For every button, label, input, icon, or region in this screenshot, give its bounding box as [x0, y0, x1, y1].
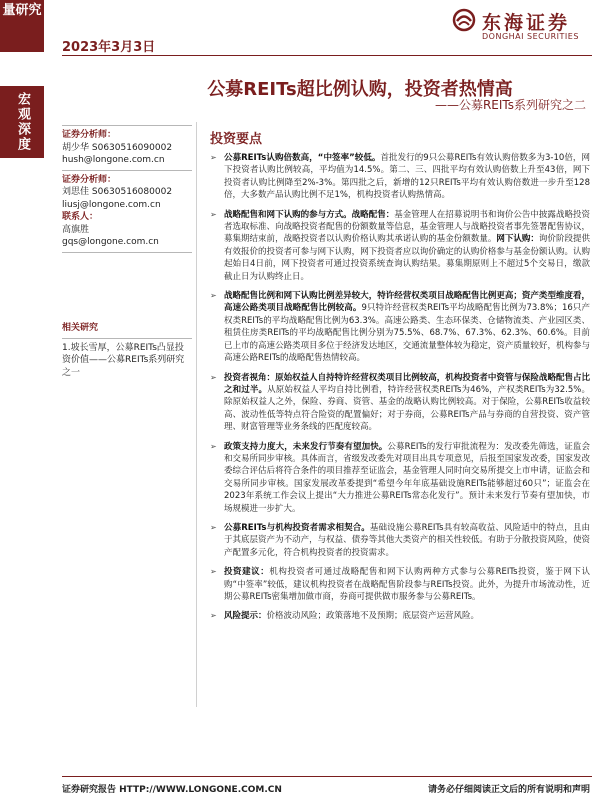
analyst-email[interactable]: hush@longone.com.cn [62, 155, 165, 165]
footer-website[interactable]: 证券研究报告 HTTP://WWW.LONGONE.COM.CN [62, 785, 282, 795]
bullet-arrow-icon: ➢ [210, 209, 217, 219]
point-text: 从原始权益人平均自持比例看，特许经营权类REITs为46%，产权类REITs为32.5%。除原始权益人之外，保险、券商、资管、基金的战略认购比例较高。对于保险，公募REITs收益较高、波动性低等特点符合险资的配置偏好；对于券商，公募REITs产品与券商的自营投资、资产管理、财富管理等业务条线的匹配度较高。 [224, 384, 590, 433]
divider [62, 170, 192, 171]
analyst-name-cert [62, 142, 192, 155]
related-research [62, 322, 192, 379]
point-text: 公募REITs的发行审批流程为：发改委先筛选，证监会和交易所同步审核。具体而言，省级发改委先对项目出具专项意见，后报至国家发改委，国家发改委综合评估后将符合条件的项目推荐至证监会，基金管理人同时向交易所提交上市申请，证监会和交易所同步审核。国家发展改革委提到“希望今年年底基础设施REITs能够超过60只”；证监会在2023年系统工作会议上提出“大力推进公募REITs常态化发行”。预计未来发行节奏有望加快，市场规模进一步扩大。 [224, 441, 590, 514]
list-item [210, 290, 590, 364]
bullet-arrow-icon: ➢ [210, 441, 217, 451]
point-heading: 公募REITs认购倍数高，“中签率”较低。 [224, 153, 381, 163]
list-item [210, 209, 590, 283]
divider [62, 338, 192, 339]
logo-mark-icon [452, 8, 476, 32]
footer-disclaimer: 请务必仔细阅读正文后的所有说明和声明 [427, 785, 590, 795]
point-text: 机构投资者可通过战略配售和网下认购两种方式参与公募REITs投资，鉴于网下认购“中签率”较低，建议机构投资者在战略配售阶段参与REITs投资。此外，为提升市场流动性，近期公募REITs密集增加做市商，券商可提供做市服务参与公募REITs。 [224, 567, 590, 602]
footer-divider [62, 776, 592, 777]
point-text: 询价阶段提供有效报价的投资者可参与网下认购，网下投资者应以询价确定的认购价格参与基金份额认购。认购起始日4日前，网下投资者可通过投资系统查询认购结果。募集期原则上不超过5个交易日，缴款截止日为认购终止日。 [224, 234, 590, 282]
point-text: 基金管理人在招募说明书和询价公告中披露战略投资者选取标准、向战略投资者配售的份额数量等信息，基金管理人与战略投资者事先签署配售协议，募集期结束前，战略投资者以认购价格认购其承诺认购的基金份额数量。 [224, 209, 590, 245]
list-item [210, 441, 590, 515]
analyst-name: 刘思佳 [62, 187, 90, 197]
company-logo [452, 4, 592, 44]
analyst-label: 证券分析师： [62, 174, 117, 185]
analyst-label: 证券分析师： [62, 130, 117, 140]
analyst-cert: S0630516090002 [91, 142, 173, 153]
contact-email[interactable]: gqs@longone.com.cn [62, 237, 159, 247]
list-item [210, 566, 590, 603]
logo-text-cn: 东海证券 [482, 12, 571, 34]
point-text: 价格波动风险；政策落地不及预期；底层资产运营风险。 [266, 611, 480, 622]
header-divider [62, 55, 592, 56]
point-heading: 公募REITs与机构投资者需求相契合。 [224, 522, 370, 533]
logo-text-en: DONGHAI SECURITIES [482, 32, 579, 41]
bullet-arrow-icon: ➢ [210, 372, 217, 382]
contact-label: 联系人： [62, 212, 99, 222]
column-divider [196, 122, 197, 707]
point-text: 首批发行的9只公募REITs有效认购倍数多为3-10倍，网下投资者认购比例较高，平均值为14.5%。第二、三、四批平均有效认购倍数上升至43倍，网下投资者认购比例降至2%-3%。第四批之后，新增的12只REITs平均有效认购倍数进一步升至128倍，大多数产品认购比例不足1%，机构投资者认购热情高。 [224, 153, 590, 201]
bullet-arrow-icon: ➢ [210, 291, 217, 301]
report-date: 2023年3月3日 [62, 40, 156, 55]
analyst-name-cert [62, 186, 192, 199]
point-heading: 政策支持力度大，未来发行节奏有望加快。 [224, 441, 388, 452]
divider [62, 125, 192, 126]
analyst-email[interactable]: liusj@longone.com.cn [62, 199, 161, 210]
point-text: 基础设施公募REITs具有较高收益、风险适中的特点，且由于其底层资产为不动产，与权益、债券等其他大类资产的相关性较低。有助于分散投资风险，使资产配置多元化，符合机构投资者的投资需求。 [224, 522, 590, 558]
analyst-panel [62, 122, 192, 256]
related-label: 相关研究 [62, 323, 99, 333]
bullet-arrow-icon: ➢ [210, 611, 217, 621]
related-item[interactable]: 1.坡长雪厚，公募REITs凸显投资价值——公募REITs系列研究之一 [62, 342, 185, 378]
list-item [210, 152, 590, 202]
contact-name: 高旗胜 [62, 224, 90, 235]
bullet-arrow-icon: ➢ [210, 522, 217, 532]
page-subtitle: ——公募REITs系列研究之二 [434, 98, 586, 112]
category-tab: 宏观深度 [0, 86, 44, 158]
point-heading: 战略配售和网下认购的参与方式。战略配售： [224, 209, 395, 220]
points-heading: 投资要点 [210, 132, 263, 147]
list-item [210, 372, 590, 434]
analyst-name: 胡少华 [62, 142, 90, 153]
point-heading: 战略配售比例和网下认购比例差异较大，特许经营权类项目战略配售比例更高；资产类型维度看，高速公路类项目战略配售比例较高。 [224, 291, 590, 314]
key-points-list [210, 152, 590, 630]
point-heading: 风险提示： [224, 611, 267, 622]
divider [62, 252, 192, 253]
point-heading: 投资者视角：原始权益人自持特许经营权类项目比例较高，机构投资者中资管与保险战略配售占比之和过半。 [224, 372, 590, 395]
report-type-tab: 量研究 [0, 0, 44, 52]
list-item [210, 522, 590, 559]
point-text: 9只特许经营权类REITs平均战略配售比例为73.8%；16只产权类REITs的平均战略配售比例为63.3%。高速公路类、生态环保类、仓储物流类、产业园区类、租赁住房类REITs的平均战略配售比例分别为75.5%、68.7%、67.3%、62.3%、60.6%。目前已上市的高速公路类项目多位于经济发达地区，交通流量整体较为稳定，资产质量较好，机构参与高速公路REITs的战略配售热情较高。 [224, 303, 590, 364]
page-title: 公募REITs超比例认购，投资者热情高 [207, 79, 513, 100]
list-item [210, 610, 590, 622]
point-heading: 投资建议： [224, 567, 270, 578]
bullet-arrow-icon: ➢ [210, 153, 217, 162]
point-subheading: 网下认购： [496, 234, 539, 245]
analyst-cert: S0630516080002 [91, 187, 173, 197]
bullet-arrow-icon: ➢ [210, 567, 217, 577]
